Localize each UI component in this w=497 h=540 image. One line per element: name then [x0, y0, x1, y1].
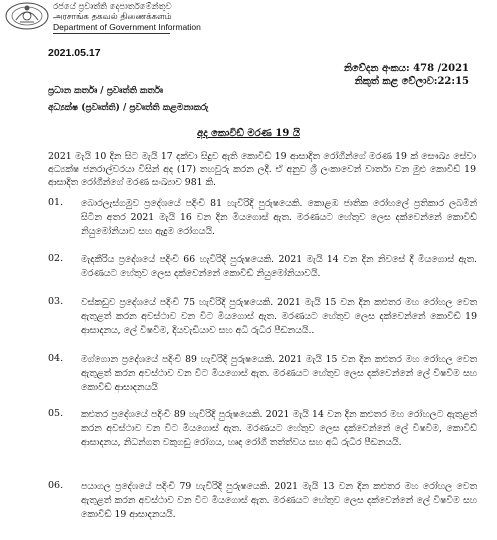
item-number: 02.	[48, 253, 64, 264]
item-text: කළුතර ප්‍රදේශයේ පදිංචි 89 හැවිරිදි පුරුෂයෙකි. 2021 මැයි 14 වන දින කළුතර මහ රෝහලට ඇතුළත් කරන අවස්ථාව වන විට මියගොස් ඇත. මරණයට හේතුව ලෙස දක්වෙන්නේ ලේ විෂවීම, කොවිඩ් ආසාදනය, නිධන්ගත වකුගඩු රෝගය, හෘද රෝගී තත්ත්වය සහ අධි රුධිර පීඩනයයි.	[81, 409, 477, 448]
item-text: වස්කඩුව ප්‍රදේශයේ පදිංචි 75 හැවිරිදි පුරුෂයෙකි. 2021 මැයි 15 වන දින කළුතර මහ රෝහල වෙත ඇතුළත් කරන අවස්ථාව වන විට මියගොස් ඇත. මරණයට හේතුව ලෙස දක්වෙන්නේ කොවිඩ් 19 ආසාදනය, ලේ විෂවීම, දියවැඩියාව සහ අධි රුධිර පීඩනයයි..	[81, 297, 477, 336]
department-name-tamil: அரசாங்க தகவல் திணைக்களம்	[53, 12, 172, 22]
item-number: 03.	[48, 296, 64, 307]
item-number: 06.	[48, 480, 64, 491]
item-text: පයාගල ප්‍රදේශයේ පදිංචි 79 හැවිරිදි පුරුෂයෙකි. 2021 මැයි 13 වන දින කළුතර මහ රෝහල වෙත ඇතුළත් කරන අවස්ථාව වන විට මියගොස් ඇත. මරණයට හේතුව ලෙස දක්වෙන්නේ ලේ විෂවීම සහ කොවිඩ් 19 ආසාදනයයි.	[81, 481, 477, 520]
department-name	[53, 2, 201, 32]
item-number: 05.	[48, 408, 64, 419]
item-number: 04.	[48, 353, 64, 364]
state-emblem-icon	[4, 0, 50, 30]
item-text: මැදකීරිය ප්‍රදේශයේ පදිංචි 66 හැවිරිදි පුරුෂයෙකි. 2021 මැයි 14 වන දින නිවසේ දී මියගොස් ඇත. මරණයට හේතුව ලෙස දක්වෙන්නේ කොවිඩ් නියුමෝනියාවයි.	[81, 254, 477, 279]
item-number: 01.	[48, 197, 64, 208]
item-text: බොරලැස්ගමුව ප්‍රදේශයේ පදිංචි 81 හැවිරිදි පුරුෂයෙකි. කොළඹ ජාතික රෝහලේ ප්‍රතිකාර ලබමින් සිටින අතර 2021 මැයි 16 වන දින මියගොස් ඇත. මරණයට හේතුව ලෙස දක්වෙන්නේ කොවිඩ් නියුමෝනියාව සහ ඇදුම රෝගයයි.	[81, 198, 477, 237]
header-divider	[53, 33, 170, 34]
item-text: මග්ගොන ප්‍රදේශයේ පදිංචි 89 හැවිරිදි පුරුෂයෙකි. 2021 මැයි 15 වන දින කළුතර මහ රෝහල වෙත ඇතුළත් කරන අවස්ථාව වන විට මියගොස් ඇත. මරණයට හේතුව ලෙස දක්වෙන්නේ ලේ විෂවීම සහ කොවිඩ් ආසාදනයයි	[81, 354, 477, 393]
notice-number: නිවේදන අංකය: 478 /2021	[343, 63, 469, 74]
letterhead	[0, 0, 497, 42]
addressee-line-2: අධ්‍යක්ෂ (ප්‍රවෘත්ති) / ප්‍රවෘත්ති කළමනාකරු	[48, 103, 209, 113]
notice-title: අද කොවිඩ් මරණ 19 යි	[197, 128, 300, 139]
addressee-line-1: ප්‍රධාන කර්තෘ / ප්‍රවෘත්ති කර්තෘ	[48, 86, 164, 96]
department-name-sinhala: රජයේ ප්‍රවෘත්ති දෙපාර්තමේන්තුව	[53, 2, 172, 12]
release-date: 2021.05.17	[48, 47, 101, 59]
intro-paragraph: 2021 මැයි 10 දින සිට මැයි 17 දක්වා සිදුව ඇති කොවිඩ් 19 ආසාදිත රෝගීන්ගේ මරණ 19 ක් සෞඛ්‍ය සේවා අධ්‍යක්ෂ ජනරාල්වරයා විසින් අද (17) තහවුරු කරන ලදී. ඒ අනුව ශ්‍රී ලංකාවෙන් වාර්තා වන මුළු කොවිඩ් 19 ආසාදිත රෝගීන්ගේ මරණ සංඛ්‍යාව 981 කි.	[48, 151, 476, 188]
department-name-english: Department of Government Information	[53, 22, 201, 32]
release-time: නිකුත් කළ වේලාව:22:15	[354, 76, 469, 87]
